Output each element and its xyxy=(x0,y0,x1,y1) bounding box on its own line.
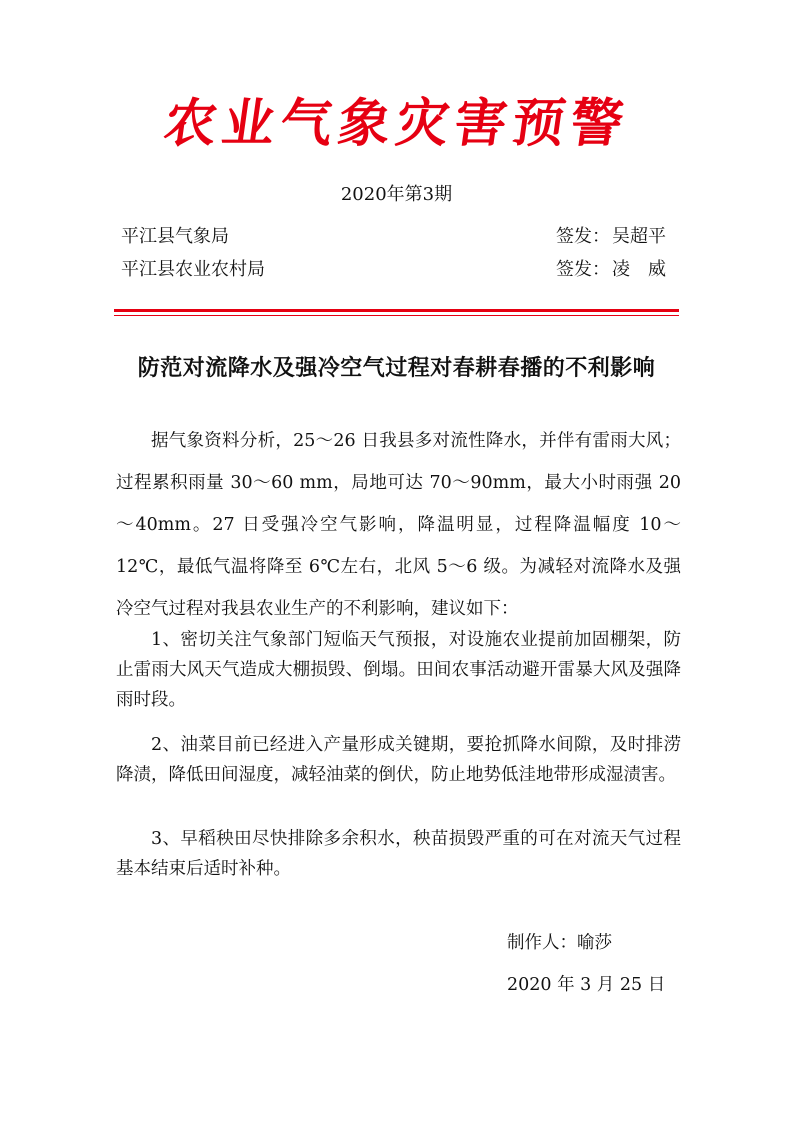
issuer-org-2: 平江县农业农村局 xyxy=(121,259,265,280)
date-line: 2020 年 3 月 25 日 xyxy=(507,975,666,995)
masthead-title: 农业气象灾害预警 xyxy=(160,94,633,154)
header-divider-thin xyxy=(114,315,679,316)
sign-name-1: 吴超平 xyxy=(612,226,666,247)
author-line: 制作人：喻莎 xyxy=(507,933,612,953)
sign-label-2: 签发： xyxy=(556,259,610,280)
article-headline: 防范对流降水及强冷空气过程对春耕春播的不利影响 xyxy=(137,356,656,381)
article-intro: 据气象资料分析，25～26 日我县多对流性降水，并伴有雷雨大风；过程累积雨量 30～60 mm，局地可达 70～90mm，最大小时雨强 20～40mm。27 日受强冷空气影响，降温明显，过程降温幅度 10～12℃，最低气温将降至 6℃左右，北风 5～6 级。为减轻对流降水及强冷空气过程对我县农业生产的不利影响，建议如下： xyxy=(116,431,681,619)
header-divider-thick xyxy=(114,309,679,312)
issuer-row-1 xyxy=(121,224,666,250)
issuer-row-2 xyxy=(121,257,666,283)
recommendation-1: 1、密切关注气象部门短临天气预报，对设施农业提前加固棚架，防止雷雨大风天气造成大棚损毁、倒塌。田间农事活动避开雷暴大风及强降雨时段。 xyxy=(116,630,681,710)
issuer-sign-2 xyxy=(556,257,666,283)
sign-name-2: 凌 威 xyxy=(612,259,666,280)
recommendation-2: 2、油菜目前已经进入产量形成关键期，要抢抓降水间隙，及时排涝降渍，降低田间湿度，减轻油菜的倒伏，防止地势低洼地带形成湿渍害。 xyxy=(116,735,681,785)
recommendation-3: 3、早稻秧田尽快排除多余积水，秧苗损毁严重的可在对流天气过程基本结束后适时补种。 xyxy=(116,829,681,879)
sign-label-1: 签发： xyxy=(556,226,610,247)
issuer-sign-1 xyxy=(556,224,666,250)
issuer-org-1: 平江县气象局 xyxy=(121,226,229,247)
issue-number: 2020年第3期 xyxy=(340,184,453,205)
